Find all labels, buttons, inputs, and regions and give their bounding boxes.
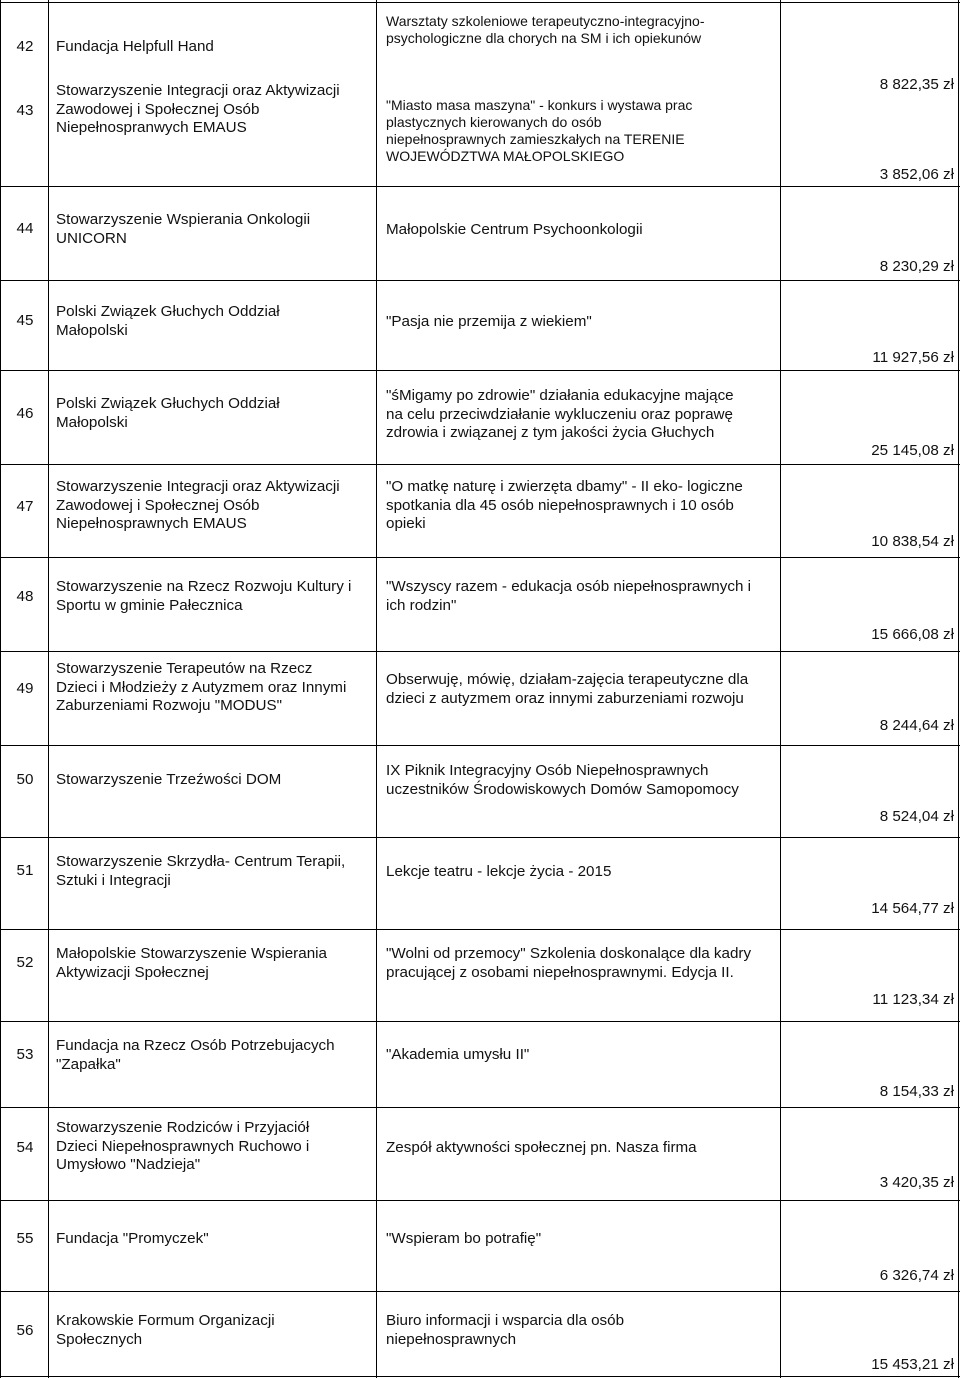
row-number: 46: [16, 405, 34, 422]
organization-name: Fundacja "Promyczek": [56, 1230, 209, 1247]
grant-amount: 14 564,77 zł: [871, 900, 954, 917]
task-title: Lekcje teatru - lekcje życia - 2015: [386, 863, 612, 880]
row-number: 53: [16, 1046, 34, 1063]
row-number: 51: [16, 862, 34, 879]
task-title: "Miasto masa maszyna" - konkurs i wystawa prac plastycznych kierowanych do osób niepełnosprawnych zamieszkałych na TERENIE WOJEWÓDZTWA MAŁOPOLSKIEGO: [386, 97, 693, 165]
organization-name: Stowarzyszenie Wspierania Onkologii UNICORN: [56, 211, 311, 247]
grant-amount: 15 453,21 zł: [871, 1356, 954, 1373]
row-number: 52: [16, 954, 34, 971]
organization-name: Małopolskie Stowarzyszenie Wspierania Aktywizacji Społecznej: [56, 945, 327, 981]
row-divider: [0, 745, 960, 746]
grant-amount: 8 154,33 zł: [879, 1083, 954, 1100]
task-title: "Wolni od przemocy" Szkolenia doskonalące dla kadry pracującej z osobami niepełnosprawnymi. Edycja II.: [386, 945, 752, 981]
row-divider: [0, 1107, 960, 1108]
row-divider: [0, 837, 960, 838]
row-divider: [0, 280, 960, 281]
organization-name: Polski Związek Głuchych Oddział Małopolski: [56, 395, 280, 431]
organization-name: Stowarzyszenie Integracji oraz Aktywizacji Zawodowej i Społecznej Osób Niepełnospranwych EMAUS: [56, 82, 340, 137]
grant-amount: 8 524,04 zł: [879, 808, 954, 825]
row-number: 49: [16, 680, 34, 697]
grant-amount: 15 666,08 zł: [871, 626, 954, 643]
row-number: 43: [16, 102, 34, 119]
table-border-right: [958, 0, 959, 1378]
row-number: 47: [16, 498, 34, 515]
task-title: "Wspieram bo potrafię": [386, 1230, 542, 1247]
task-title: Małopolskie Centrum Psychoonkologii: [386, 221, 643, 238]
task-title: "Akademia umysłu II": [386, 1046, 530, 1063]
row-divider: [0, 929, 960, 930]
task-title: Obserwuję, mówię, działam-zajęcia terapeutyczne dla dzieci z autyzmem oraz innymi zaburzeniami rozwoju: [386, 671, 749, 707]
organization-name: Fundacja na Rzecz Osób Potrzebujacych "Zapałka": [56, 1037, 335, 1073]
organization-name: Stowarzyszenie Rodziców i Przyjaciół Dzieci Niepełnosprawnych Ruchowo i Umysłowo "Nadzieja": [56, 1119, 310, 1174]
row-number: 42: [16, 38, 34, 55]
task-title: "Pasja nie przemija z wiekiem": [386, 313, 592, 330]
row-number: 44: [16, 220, 34, 237]
grant-amount: 10 838,54 zł: [871, 533, 954, 550]
task-title: "Wszyscy razem - edukacja osób niepełnosprawnych i ich rodzin": [386, 578, 751, 614]
grant-amount: 3 420,35 zł: [879, 1174, 954, 1191]
column-divider: [376, 0, 377, 1378]
row-divider: [0, 1376, 960, 1377]
grant-amount: 11 927,56 zł: [872, 349, 954, 366]
grant-amount: 6 326,74 zł: [879, 1267, 954, 1284]
row-number: 56: [16, 1322, 34, 1339]
row-number: 48: [16, 588, 34, 605]
row-divider: [0, 557, 960, 558]
row-divider: [0, 464, 960, 465]
task-title: Biuro informacji i wsparcia dla osób niepełnosprawnych: [386, 1312, 625, 1348]
row-number: 54: [16, 1139, 34, 1156]
organization-name: Krakowskie Formum Organizacji Społecznych: [56, 1312, 275, 1348]
row-divider: [0, 651, 960, 652]
task-title: "śMigamy po zdrowie" działania edukacyjne mające na celu przeciwdziałanie wykluczeniu oraz poprawę zdrowia i związanej z tym jakości życia Głuchych: [386, 387, 734, 442]
organization-name: Fundacja Helpfull Hand: [56, 38, 214, 55]
row-divider: [0, 370, 960, 371]
row-divider: [0, 2, 960, 3]
task-title: Zespół aktywności społecznej pn. Nasza firma: [386, 1139, 697, 1156]
grant-amount: 11 123,34 zł: [872, 991, 954, 1008]
organization-name: Stowarzyszenie Integracji oraz Aktywizacji Zawodowej i Społecznej Osób Niepełnosprawnych EMAUS: [56, 478, 340, 533]
row-divider: [0, 1291, 960, 1292]
row-number: 50: [16, 771, 34, 788]
grant-amount: 3 852,06 zł: [879, 166, 954, 183]
grant-amount: 8 244,64 zł: [879, 717, 954, 734]
grant-amount: 8 230,29 zł: [879, 258, 954, 275]
grant-amount: 25 145,08 zł: [871, 442, 954, 459]
row-number: 55: [16, 1230, 34, 1247]
row-number: 45: [16, 312, 34, 329]
organization-name: Stowarzyszenie Skrzydła- Centrum Terapii, Sztuki i Integracji: [56, 853, 346, 889]
grant-amount: 8 822,35 zł: [879, 76, 954, 93]
row-divider: [0, 1200, 960, 1201]
row-divider: [0, 186, 960, 187]
row-divider: [0, 1021, 960, 1022]
organization-name: Stowarzyszenie Terapeutów na Rzecz Dzieci i Młodzieży z Autyzmem oraz Innymi Zaburzeniami Rozwoju "MODUS": [56, 660, 347, 715]
organization-name: Stowarzyszenie na Rzecz Rozwoju Kultury i Sportu w gminie Pałecznica: [56, 578, 352, 614]
task-title: "O matkę naturę i zwierzęta dbamy" - II eko- logiczne spotkania dla 45 osób niepełnosprawnych i 10 osób opieki: [386, 478, 743, 533]
organization-name: Stowarzyszenie Trzeźwości DOM: [56, 771, 282, 788]
task-title: IX Piknik Integracyjny Osób Niepełnosprawnych uczestników Środowiskowych Domów Samopomocy: [386, 762, 739, 798]
organization-name: Polski Związek Głuchych Oddział Małopolski: [56, 303, 280, 339]
task-title: Warsztaty szkoleniowe terapeutyczno-integracyjno- psychologiczne dla chorych na SM i ich opiekunów: [386, 13, 705, 47]
